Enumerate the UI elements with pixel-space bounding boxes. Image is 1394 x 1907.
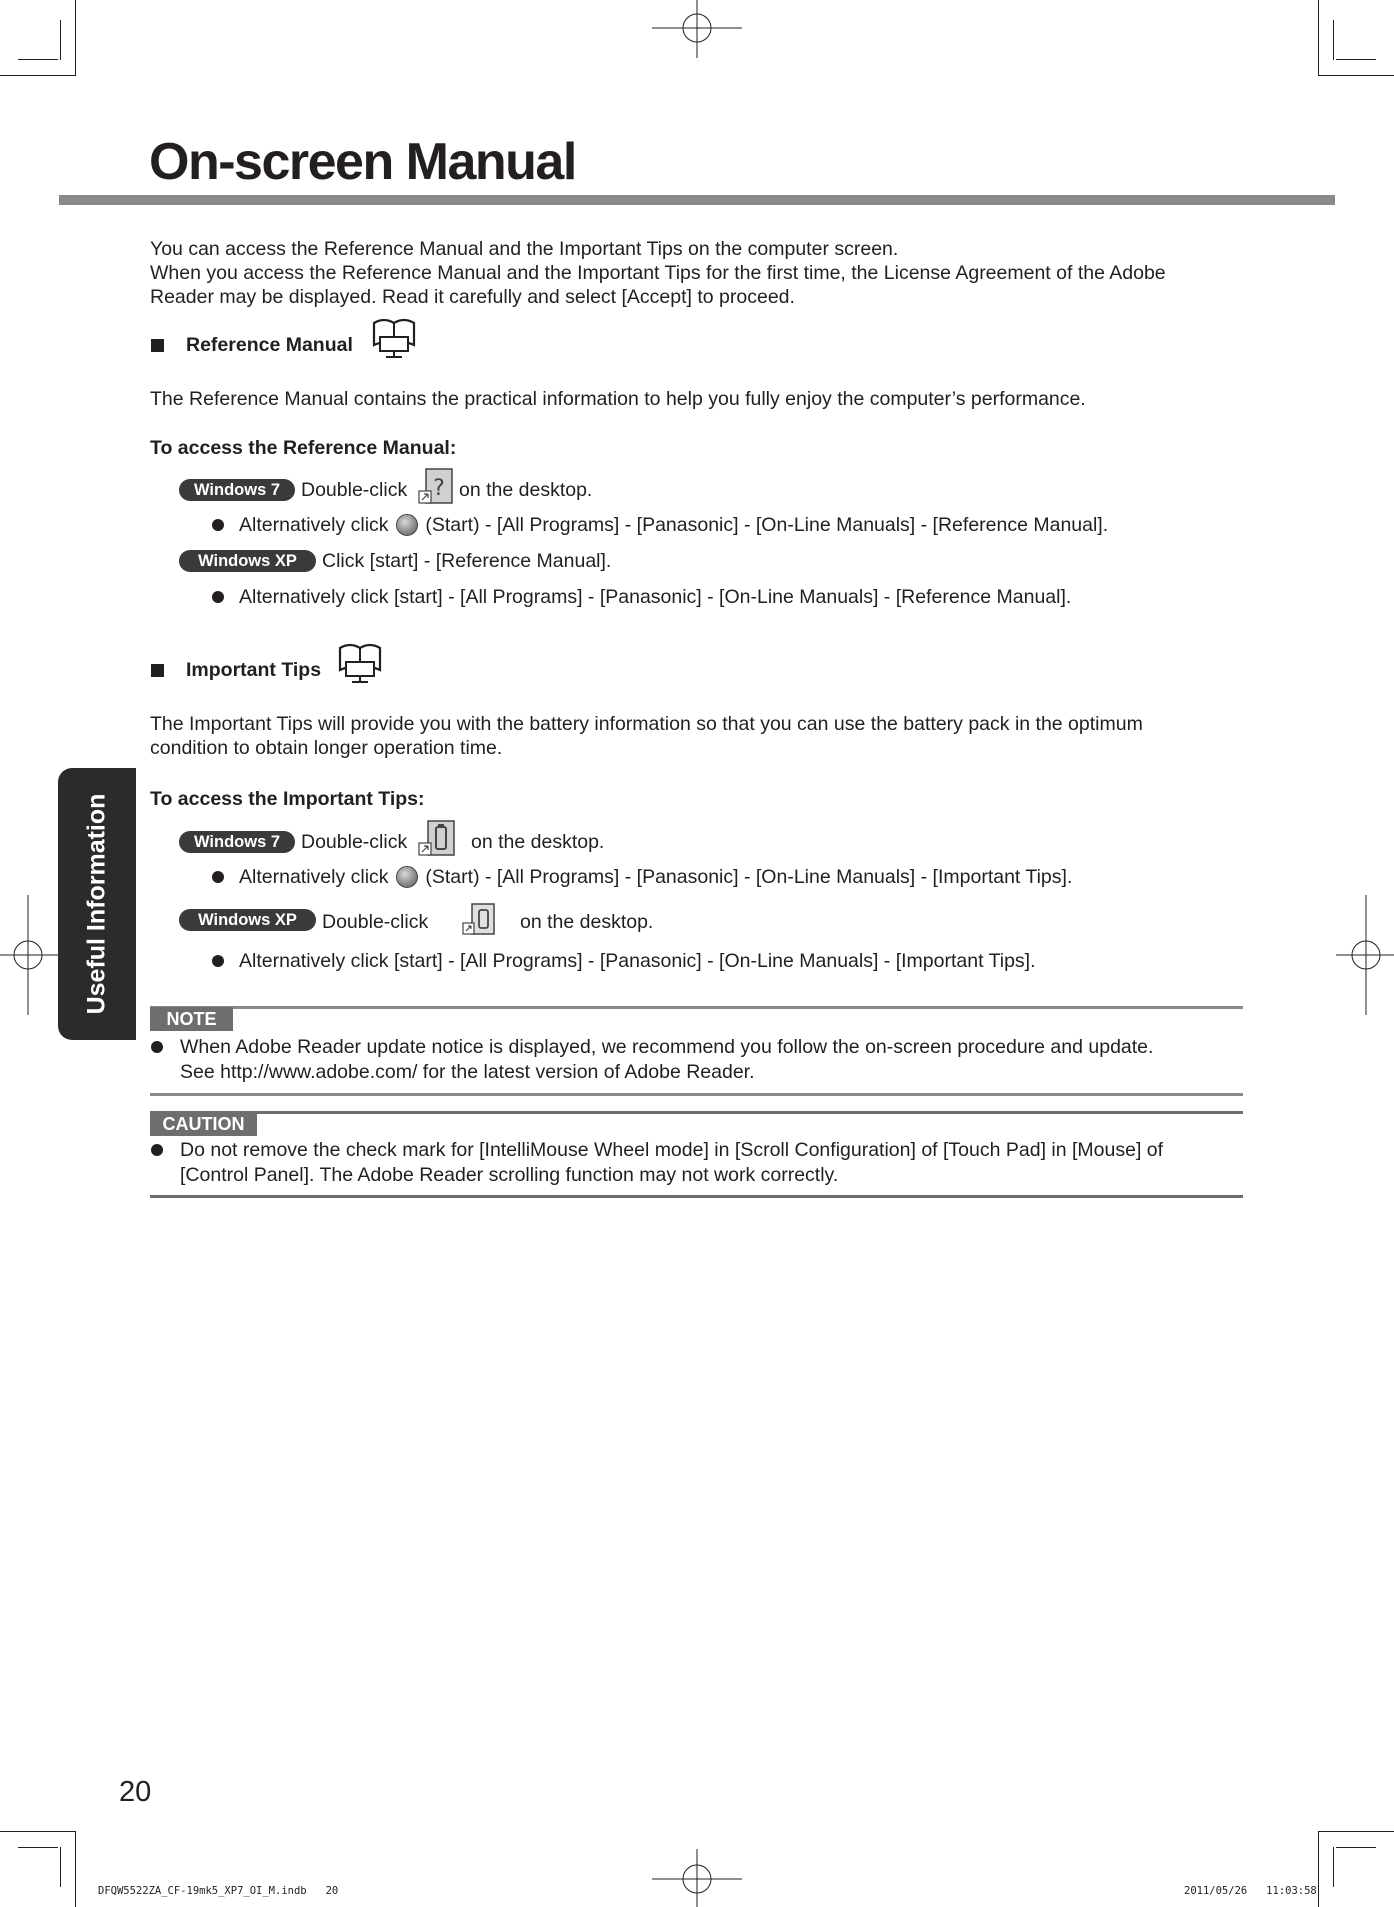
caution-top-rule [150, 1111, 1243, 1114]
reference-win7-alt-pre: Alternatively click [239, 514, 389, 536]
crop-mark [75, 1831, 76, 1907]
tips-xp-alt: Alternatively click [start] - [All Programs] - [Panasonic] - [On-Line Manuals] - [Important Tips]. [239, 950, 1036, 972]
section-bullet-square [151, 664, 164, 677]
crop-mark [1318, 1831, 1319, 1907]
caution-bottom-rule [150, 1195, 1243, 1198]
bullet-dot [212, 519, 224, 531]
page-title: On-screen Manual [149, 133, 576, 191]
svg-text:?: ? [433, 476, 445, 501]
reference-access-heading: To access the Reference Manual: [150, 437, 457, 459]
crop-mark [1333, 1847, 1334, 1887]
crop-mark [1336, 1847, 1376, 1848]
reference-win7-alt-post: (Start) - [All Programs] - [Panasonic] - [On-Line Manuals] - [Reference Manual]. [425, 514, 1109, 536]
reference-description: The Reference Manual contains the practical information to help you fully enjoy the computer’s performance. [150, 388, 1086, 410]
reference-win7-alt [239, 512, 1108, 538]
section-bullet-square [151, 339, 164, 352]
crop-mark [60, 1847, 61, 1887]
crop-mark [1336, 59, 1376, 60]
tips-win7-alt-pre: Alternatively click [239, 866, 389, 888]
reference-manual-desktop-icon[interactable] [418, 467, 454, 505]
important-tips-xp-desktop-icon[interactable] [462, 901, 498, 937]
bullet-dot [151, 1144, 163, 1156]
crop-mark [75, 0, 76, 76]
crop-mark [1318, 1831, 1394, 1832]
windows7-badge: Windows 7 [179, 831, 295, 853]
intro-line-1: You can access the Reference Manual and the Important Tips on the computer screen. [150, 238, 899, 260]
intro-line-3: Reader may be displayed. Read it carefully and select [Accept] to proceed. [150, 286, 795, 308]
reference-win7-pre: Double-click [301, 479, 408, 501]
note-label: NOTE [150, 1007, 233, 1031]
note-top-rule [150, 1006, 1243, 1009]
bullet-dot [151, 1041, 163, 1053]
reference-win7-post: on the desktop. [459, 479, 593, 501]
windowsxp-badge: Windows XP [179, 550, 316, 572]
on-screen-manual-icon [336, 640, 384, 684]
windows-start-orb-icon [396, 866, 418, 888]
footer-file-info: DFQW5522ZA_CF-19mk5_XP7_OI_M.indb 20 [98, 1885, 339, 1897]
windows7-badge: Windows 7 [179, 479, 295, 501]
crop-mark [1318, 75, 1394, 76]
tips-win7-pre: Double-click [301, 831, 408, 853]
tips-description-line-2: condition to obtain longer operation time. [150, 737, 503, 759]
note-bottom-rule [150, 1093, 1243, 1096]
title-rule [59, 195, 1335, 205]
side-tab-label: Useful Information [82, 793, 111, 1015]
windowsxp-badge: Windows XP [179, 909, 316, 931]
registration-mark-right [1334, 895, 1394, 1015]
crop-mark [1333, 20, 1334, 60]
crop-mark [18, 1847, 58, 1848]
reference-xp-text: Click [start] - [Reference Manual]. [322, 550, 612, 572]
intro-line-2: When you access the Reference Manual and the Important Tips for the first time, the License Agreement of the Adobe [150, 262, 1166, 284]
note-line-1: When Adobe Reader update notice is displayed, we recommend you follow the on-screen procedure and update. [180, 1036, 1154, 1058]
bullet-dot [212, 871, 224, 883]
footer-timestamp: 2011/05/26 11:03:58 [1184, 1885, 1317, 1897]
crop-mark [1318, 0, 1319, 76]
tips-xp-pre: Double-click [322, 911, 429, 933]
side-tab [58, 768, 136, 1040]
caution-label: CAUTION [150, 1112, 257, 1136]
page-number: 20 [119, 1776, 152, 1808]
tips-xp-post: on the desktop. [520, 911, 654, 933]
reference-heading: Reference Manual [186, 334, 353, 356]
crop-mark [60, 20, 61, 60]
tips-win7-alt-post: (Start) - [All Programs] - [Panasonic] - [On-Line Manuals] - [Important Tips]. [425, 866, 1073, 888]
registration-mark-top [652, 0, 742, 60]
tips-win7-post: on the desktop. [471, 831, 605, 853]
crop-mark [0, 1831, 76, 1832]
tips-access-heading: To access the Important Tips: [150, 788, 425, 810]
tips-win7-alt [239, 864, 1072, 890]
important-tips-desktop-icon[interactable] [418, 819, 462, 857]
tips-description-line-1: The Important Tips will provide you with the battery information so that you can use the battery pack in the optimum [150, 713, 1143, 735]
caution-line-1: Do not remove the check mark for [IntelliMouse Wheel mode] in [Scroll Configuration] of [Touch Pad] in [Mouse] of [180, 1139, 1164, 1161]
crop-mark [18, 59, 58, 60]
windows-start-orb-icon [396, 514, 418, 536]
tips-heading: Important Tips [186, 659, 322, 681]
registration-mark-left [0, 895, 60, 1015]
caution-line-2: [Control Panel]. The Adobe Reader scrolling function may not work correctly. [180, 1164, 839, 1186]
on-screen-manual-icon [370, 315, 418, 359]
reference-xp-alt: Alternatively click [start] - [All Programs] - [Panasonic] - [On-Line Manuals] - [Reference Manual]. [239, 586, 1072, 608]
bullet-dot [212, 591, 224, 603]
registration-mark-bottom [652, 1847, 742, 1907]
note-line-2: See http://www.adobe.com/ for the latest version of Adobe Reader. [180, 1061, 755, 1083]
crop-mark [0, 75, 76, 76]
bullet-dot [212, 955, 224, 967]
